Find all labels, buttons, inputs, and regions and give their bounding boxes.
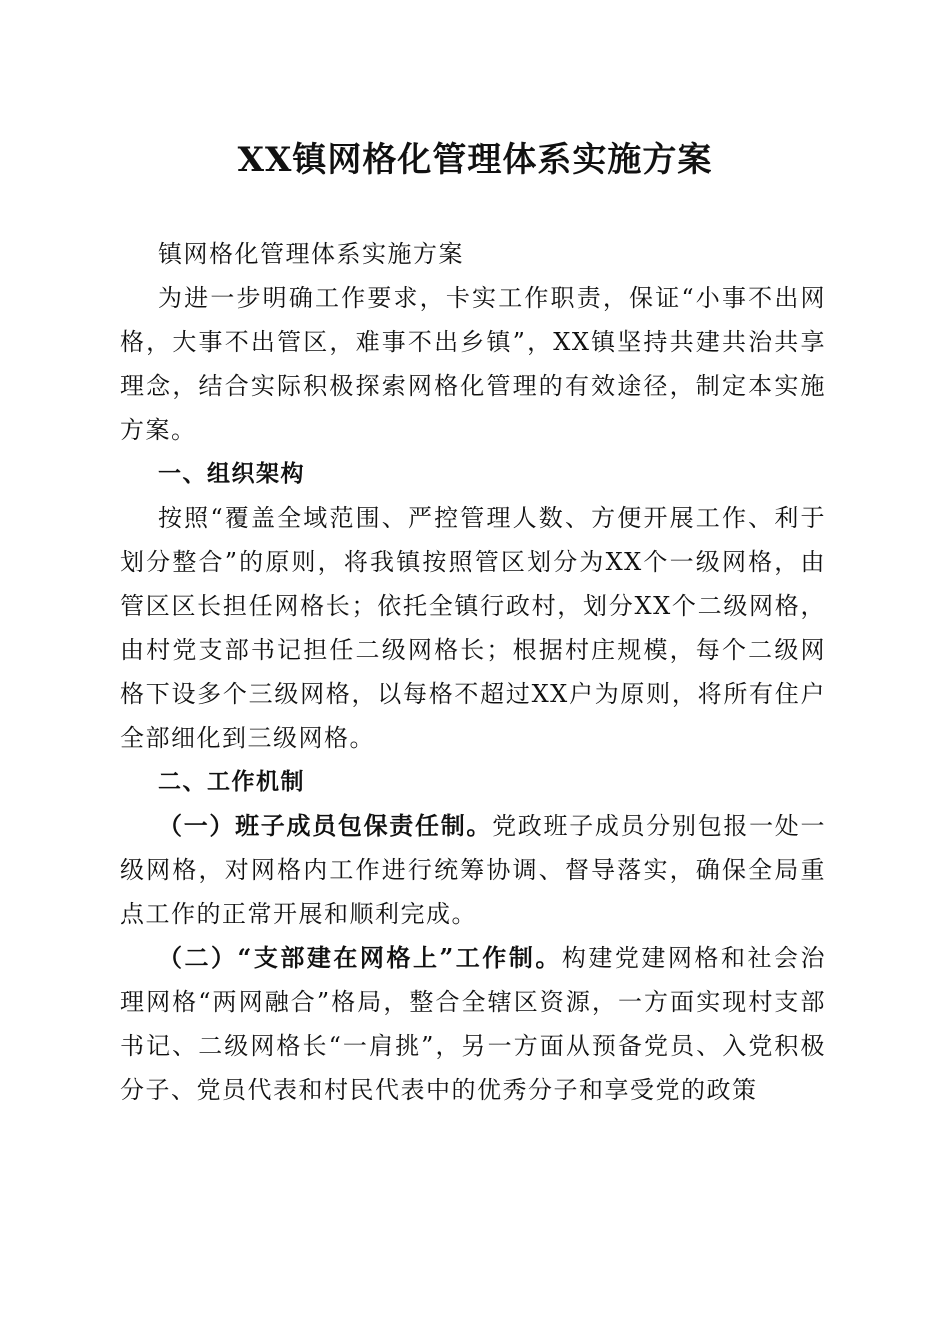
- mechanism-item-2-lead: （二）“支部建在网格上”工作制。: [158, 943, 562, 972]
- mechanism-item-2: [120, 936, 826, 1112]
- mechanism-item-1-lead: （一）班子成员包保责任制。: [158, 811, 493, 840]
- section-heading-mechanism: 二、工作机制: [158, 769, 305, 795]
- document-subtitle: 镇网格化管理体系实施方案: [158, 240, 464, 268]
- intro-paragraph: 为进一步明确工作要求，卡实工作职责，保证“小事不出网格，大事不出管区，难事不出乡镇”，XX镇坚持共建共治共享理念，结合实际积极探索网格化管理的有效途径，制定本实施方案。: [120, 284, 826, 444]
- mechanism-item-1: [120, 804, 826, 936]
- organization-paragraph: 按照“覆盖全域范围、严控管理人数、方便开展工作、利于划分整合”的原则，将我镇按照管区划分为XX个一级网格，由管区区长担任网格长；依托全镇行政村，划分XX个二级网格，由村党支部书记担任二级网格长；根据村庄规模，每个二级网格下设多个三级网格，以每格不超过XX户为原则，将所有住户全部细化到三级网格。: [120, 504, 826, 752]
- section-heading-organization: 一、组织架构: [158, 461, 305, 487]
- document-title: XX镇网格化管理体系实施方案: [237, 140, 713, 180]
- mechanism-item-2-text: 构建党建网格和社会治理网格“两网融合”格局，整合全辖区资源，一方面实现村支部书记、二级网格长“一肩挑”，另一方面从预备党员、入党积极分子、党员代表和村民代表中的优秀分子和享受党的政策: [120, 944, 826, 1104]
- mechanism-item-1-text: 党政班子成员分别包报一处一级网格，对网格内工作进行统筹协调、督导落实，确保全局重点工作的正常开展和顺利完成。: [120, 812, 827, 928]
- document-body: [120, 232, 826, 1112]
